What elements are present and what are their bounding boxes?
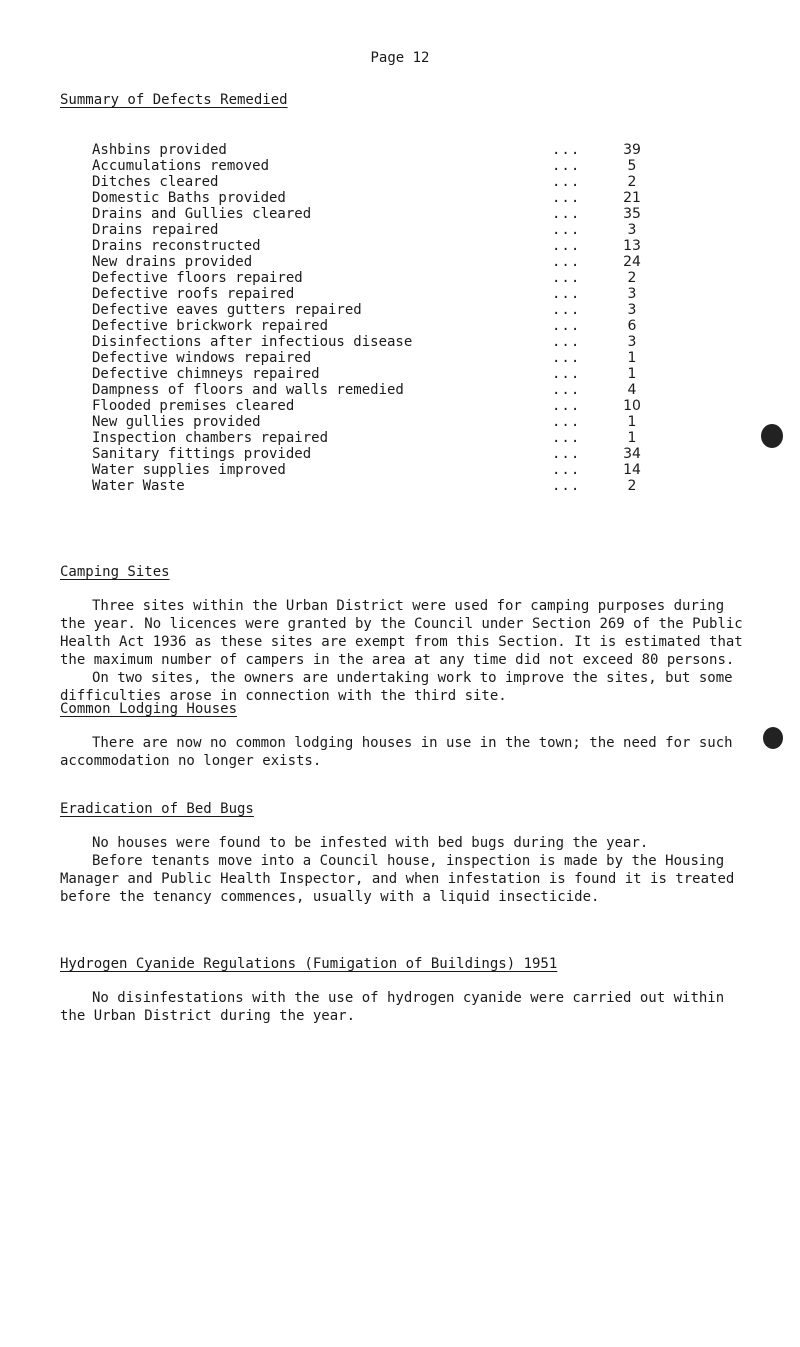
camping-text — [60, 597, 750, 705]
paragraph: Before tenants move into a Council house, inspection is made by the Housing Manager and Public Health Inspector, and when infestation is found it is treated before the tenancy commences, usually with a liquid insecticide. — [60, 853, 735, 905]
leader-dots: ... — [552, 238, 581, 254]
defect-label: Defective brickwork repaired — [92, 318, 329, 334]
defect-label: Water Waste — [92, 478, 185, 494]
leader-dots: ... — [552, 190, 581, 206]
defect-count: 34 — [623, 446, 641, 462]
leader-dots: ... — [552, 158, 581, 174]
defect-row — [92, 381, 722, 397]
leader-dots: ... — [552, 206, 581, 222]
leader-dots: ... — [552, 366, 581, 382]
defect-label: Inspection chambers repaired — [92, 430, 329, 446]
defect-count: 3 — [627, 334, 637, 350]
defect-row — [92, 253, 722, 269]
paragraph: Three sites within the Urban District were used for camping purposes during the year. No licences were granted by the Council under Section 269 of the Public Health Act 1936 as these sites are exempt from this Section. It is estimated that the maximum number of campers in the area at any time did not exceed 80 persons. — [60, 598, 743, 668]
leader-dots: ... — [552, 222, 581, 238]
defect-label: Dampness of floors and walls remedied — [92, 382, 404, 398]
lodging-text — [60, 734, 750, 770]
leader-dots: ... — [552, 174, 581, 190]
defect-count: 1 — [627, 366, 637, 382]
leader-dots: ... — [552, 478, 581, 494]
defect-count: 6 — [627, 318, 637, 334]
defect-row — [92, 397, 722, 413]
defect-count: 2 — [627, 174, 637, 190]
defect-count: 13 — [623, 238, 641, 254]
defect-row — [92, 365, 722, 381]
defect-count: 24 — [623, 254, 641, 270]
paragraph: On two sites, the owners are undertaking work to improve the sites, but some difficulties arose in connection with the third site. — [60, 670, 733, 704]
defect-count: 1 — [627, 430, 637, 446]
defect-row — [92, 189, 722, 205]
defect-row — [92, 173, 722, 189]
defect-count: 2 — [627, 270, 637, 286]
leader-dots: ... — [552, 286, 581, 302]
defect-label: Ditches cleared — [92, 174, 219, 190]
leader-dots: ... — [552, 350, 581, 366]
defects-table — [92, 141, 722, 493]
leader-dots: ... — [552, 270, 581, 286]
defect-row — [92, 477, 722, 493]
defect-row — [92, 317, 722, 333]
defect-row — [92, 141, 722, 157]
defect-label: Defective chimneys repaired — [92, 366, 320, 382]
defect-row — [92, 413, 722, 429]
lodging-heading: Common Lodging Houses — [60, 701, 238, 717]
defect-count: 14 — [623, 462, 641, 478]
leader-dots: ... — [552, 414, 581, 430]
cyanide-text — [60, 989, 750, 1025]
leader-dots: ... — [552, 254, 581, 270]
defect-label: Domestic Baths provided — [92, 190, 286, 206]
defect-row — [92, 445, 722, 461]
defect-count: 3 — [627, 222, 637, 238]
paragraph: No disinfestations with the use of hydrogen cyanide were carried out within the Urban District during the year. — [60, 990, 725, 1024]
defect-row — [92, 461, 722, 477]
defect-label: Defective roofs repaired — [92, 286, 295, 302]
defect-label: Drains reconstructed — [92, 238, 261, 254]
leader-dots: ... — [552, 334, 581, 350]
cyanide-heading: Hydrogen Cyanide Regulations (Fumigation of Buildings) 1951 — [60, 956, 558, 972]
leader-dots: ... — [552, 142, 581, 158]
defect-count: 35 — [623, 206, 641, 222]
defect-label: Flooded premises cleared — [92, 398, 295, 414]
defect-count: 4 — [627, 382, 637, 398]
bedbugs-text — [60, 834, 750, 906]
defect-count: 3 — [627, 302, 637, 318]
bedbugs-heading: Eradication of Bed Bugs — [60, 801, 254, 817]
defect-label: New gullies provided — [92, 414, 261, 430]
leader-dots: ... — [552, 462, 581, 478]
leader-dots: ... — [552, 430, 581, 446]
defect-row — [92, 333, 722, 349]
defect-row — [92, 429, 722, 445]
defect-count: 3 — [627, 286, 637, 302]
defect-label: Drains repaired — [92, 222, 219, 238]
defect-label: Ashbins provided — [92, 142, 227, 158]
defect-count: 1 — [627, 350, 637, 366]
defect-label: Defective floors repaired — [92, 270, 303, 286]
defect-count: 39 — [623, 142, 641, 158]
defect-label: Defective windows repaired — [92, 350, 312, 366]
defect-row — [92, 285, 722, 301]
summary-heading: Summary of Defects Remedied — [60, 92, 288, 108]
punch-hole-mark — [761, 424, 783, 448]
leader-dots: ... — [552, 302, 581, 318]
defect-label: Accumulations removed — [92, 158, 270, 174]
paragraph: No houses were found to be infested with bed bugs during the year. — [92, 835, 649, 851]
defect-row — [92, 301, 722, 317]
defect-row — [92, 221, 722, 237]
defect-label: Water supplies improved — [92, 462, 286, 478]
defect-label: Disinfections after infectious disease — [92, 334, 413, 350]
defect-row — [92, 269, 722, 285]
defect-row — [92, 349, 722, 365]
defect-count: 5 — [627, 158, 637, 174]
punch-hole-mark — [763, 727, 783, 749]
defect-count: 1 — [627, 414, 637, 430]
defect-count: 2 — [627, 478, 637, 494]
paragraph: There are now no common lodging houses in use in the town; the need for such accommodation no longer exists. — [60, 735, 733, 769]
defect-count: 10 — [623, 398, 641, 414]
camping-heading: Camping Sites — [60, 564, 170, 580]
defect-row — [92, 237, 722, 253]
leader-dots: ... — [552, 382, 581, 398]
leader-dots: ... — [552, 446, 581, 462]
leader-dots: ... — [552, 318, 581, 334]
defect-row — [92, 205, 722, 221]
page-number: Page 12 — [370, 50, 430, 66]
defect-count: 21 — [623, 190, 641, 206]
leader-dots: ... — [552, 398, 581, 414]
defect-label: Defective eaves gutters repaired — [92, 302, 362, 318]
defect-row — [92, 157, 722, 173]
defect-label: Drains and Gullies cleared — [92, 206, 312, 222]
defect-label: New drains provided — [92, 254, 253, 270]
defect-label: Sanitary fittings provided — [92, 446, 312, 462]
